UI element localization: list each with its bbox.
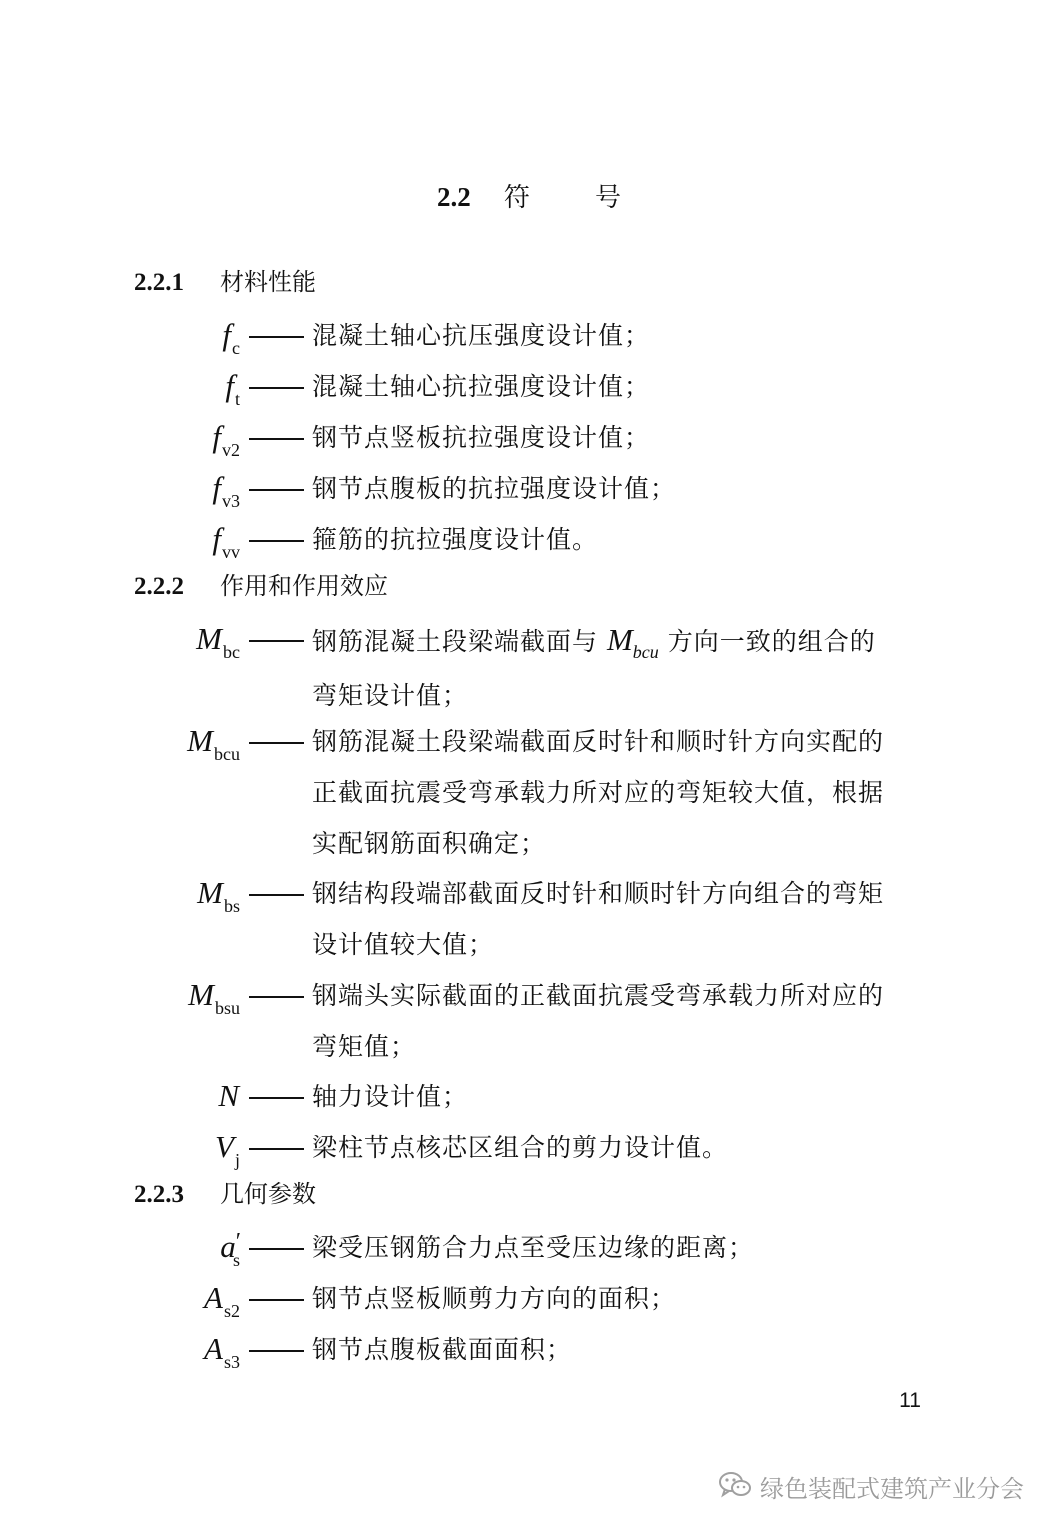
symbol: $f_c$ xyxy=(222,317,240,358)
symbol-description: 梁受压钢筋合力点至受压边缘的距离； xyxy=(312,1233,755,1262)
subsection-heading xyxy=(134,262,316,302)
dash-separator xyxy=(249,996,304,998)
symbol: N xyxy=(218,1078,239,1113)
subsection-title: 材料性能 xyxy=(220,268,316,296)
symbol: $A_{s2}$ xyxy=(204,1280,240,1321)
dash-separator xyxy=(249,540,304,542)
symbol: $M_{bcu}$ xyxy=(187,723,240,764)
watermark xyxy=(718,1470,1024,1506)
dash-separator xyxy=(249,640,304,642)
symbol: $M_{bc}$ xyxy=(196,621,240,662)
subsection-title: 几何参数 xyxy=(220,1180,316,1208)
symbol-description: 钢节点腹板截面面积； xyxy=(312,1335,573,1364)
dash-separator xyxy=(249,1299,304,1301)
subsection-heading xyxy=(134,1174,316,1214)
inline-symbol: $M_{bcu}$ xyxy=(606,622,659,662)
symbol-description: 梁柱节点核芯区组合的剪力设计值。 xyxy=(312,1133,729,1162)
subsection-title: 作用和作用效应 xyxy=(220,572,388,600)
section-heading xyxy=(0,172,1058,222)
symbol-description: 钢筋混凝土段梁端截面反时针和顺时针方向实配的 正截面抗震受弯承载力所对应的弯矩较大值，根据 实配钢筋面积确定； xyxy=(312,727,885,858)
symbol: $M_{bsu}$ xyxy=(188,977,240,1018)
dash-separator xyxy=(249,489,304,491)
watermark-text: 绿色装配式建筑产业分会 xyxy=(760,1475,1024,1503)
dash-separator xyxy=(249,387,304,389)
dash-separator xyxy=(249,1097,304,1099)
symbol-description: 钢节点竖板抗拉强度设计值； xyxy=(312,423,651,452)
symbol: $f_{v2}$ xyxy=(212,419,240,460)
symbol-description: 箍筋的抗拉强度设计值。 xyxy=(312,525,599,554)
dash-separator xyxy=(249,1248,304,1250)
symbol: $A_{s3}$ xyxy=(204,1331,240,1372)
subsection-number: 2.2.3 xyxy=(134,1181,184,1208)
dash-separator xyxy=(249,336,304,338)
symbol-description: 钢节点竖板顺剪力方向的面积； xyxy=(312,1284,677,1313)
symbol-description: 钢筋混凝土段梁端截面与 $M_{bcu}$ 方向一致的组合的 弯矩设计值； xyxy=(312,622,876,710)
wechat-icon xyxy=(718,1470,752,1510)
symbol-description: 钢节点腹板的抗拉强度设计值； xyxy=(312,474,677,503)
symbol: $f_{v3}$ xyxy=(212,470,240,511)
dash-separator xyxy=(249,1350,304,1352)
symbol: $f_{vv}$ xyxy=(212,521,240,562)
section-title-char-2: 号 xyxy=(594,183,621,213)
symbol-description: 轴力设计值； xyxy=(312,1082,469,1111)
dash-separator xyxy=(249,1148,304,1150)
symbol-description: 钢端头实际截面的正截面抗震受弯承载力所对应的 弯矩值； xyxy=(312,981,885,1061)
section-title-char-1: 符 xyxy=(503,183,530,213)
symbol: $f_t$ xyxy=(225,368,240,409)
symbol-description: 混凝土轴心抗压强度设计值； xyxy=(312,321,651,350)
section-number: 2.2 xyxy=(437,182,471,212)
dash-separator xyxy=(249,894,304,896)
symbol: $M_{bs}$ xyxy=(197,875,240,916)
subsection-number: 2.2.2 xyxy=(134,573,184,600)
subsection-number: 2.2.1 xyxy=(134,269,184,296)
dash-separator xyxy=(249,438,304,440)
subsection-heading xyxy=(134,566,388,606)
dash-separator xyxy=(249,742,304,744)
symbol-description: 混凝土轴心抗拉强度设计值； xyxy=(312,372,651,401)
symbol: $a'_s$ xyxy=(220,1229,241,1270)
page-number: 11 xyxy=(899,1389,921,1412)
symbol: $V_j$ xyxy=(215,1129,240,1170)
symbol-description: 钢结构段端部截面反时针和顺时针方向组合的弯矩 设计值较大值； xyxy=(312,879,885,959)
